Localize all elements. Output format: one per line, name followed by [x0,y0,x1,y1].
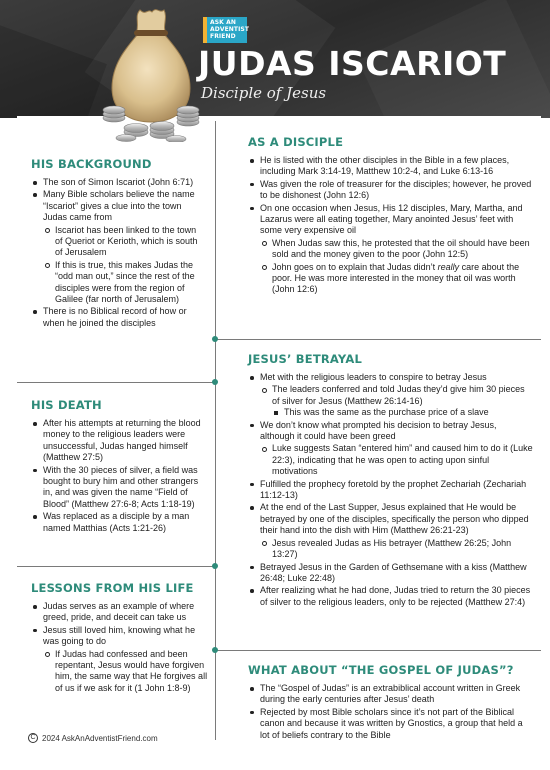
list-item [31,189,206,305]
text-run: John goes on to explain that Judas didn’t [272,261,438,272]
sub-list-item [260,262,533,296]
list-item [248,203,533,296]
divider-node [212,563,218,569]
sub-list-item: If this is true, this makes Judas the “odd man out,” since the rest of the disciples were from the region of Galilee (far north of Jerusalem) [43,260,206,306]
list-item [31,625,209,694]
lessons-heading: LESSONS FROM HIS LIFE [31,581,194,595]
list-item-text: Jesus still loved him, knowing what he was going to do [43,624,196,647]
emphasis-text: really [437,261,460,272]
list-item: He is listed with the other disciples in the Bible in a few places, including Mark 3:14-19, Matthew 10:2-4, and Luke 6:13-16 [248,155,533,178]
divider-node [212,647,218,653]
header-banner [0,0,550,118]
list-item: With the 30 pieces of silver, a field was bought to bury him and other strangers in, and was given the name “Field of Blood” (Matthew 27:6-8; Acts 1:18-19) [31,465,209,511]
sub-list-item: When Judas saw this, he protested that the oil should have been sold and the money given to the poor (John 12:5) [260,238,533,261]
list-item: After his attempts at returning the blood money to the religious leaders were unsuccessful, Judas hanged himself (Matthew 27:5) [31,418,209,464]
page-subtitle: Disciple of Jesus [201,84,327,102]
sub-sub-list-item: This was the same as the purchase price of a slave [272,407,533,418]
list-item-text: Met with the religious leaders to conspire to betray Jesus [260,372,487,382]
logo-line: FRIEND [210,33,236,40]
betrayal-section [248,352,533,609]
lessons-section [31,581,209,695]
list-item: Was given the role of treasurer for the disciples; however, he proved to be dishonest (John 12:6) [248,179,533,202]
page-title: JUDAS ISCARIOT [198,44,507,83]
list-item [31,306,206,329]
logo-line: ASK AN [210,19,236,26]
gospel-of-judas-section [248,663,533,742]
list-item [248,502,533,560]
section-divider [17,566,215,567]
list-item: The “Gospel of Judas” is an extrabiblical account written in Greek during the early centuries after Jesus’ death [248,683,533,706]
list-item-text: Judas serves as an example of where greed, pride, and deceit can take us [43,601,195,623]
list-item: After realizing what he had done, Judas tried to return the 30 pieces of silver to the religious leaders, only to be rejected (Matthew 27:4) [248,585,533,608]
section-divider [17,382,215,383]
sub-list-item: Luke suggests Satan “entered him” and caused him to do it (Luke 22:3), indicating that he was open to acting upon sinful motivations [260,443,533,477]
background-heading: HIS BACKGROUND [31,157,152,171]
section-divider [215,650,541,651]
list-item: Fulfilled the prophecy foretold by the prophet Zechariah (Zechariah 11:12-13) [248,479,533,502]
list-item [31,601,209,624]
sub-list-item: Jesus revealed Judas as His betrayer (Matthew 26:25; John 13:27) [260,538,533,561]
text-run: care about the poor. He was more interested in the money that oil was worth (John 12:6) [272,261,520,295]
list-item [248,372,533,419]
background-section [31,157,206,330]
list-item-text: We don’t know what prompted his decision to betray Jesus, although it could have been greed [260,419,497,442]
copyright-icon: C [28,733,38,743]
list-item: Betrayed Jesus in the Garden of Gethsemane with a kiss (Matthew 26:48; Luke 22:48) [248,562,533,585]
disciple-section [248,135,533,297]
list-item-text: On one occasion when Jesus, His 12 disciples, Mary, Martha, and Lazarus were all eating together, Mary anointed Jesus’ feet with some very expensive oil [260,202,523,236]
money-bag-illustration [96,0,206,142]
divider-node [212,336,218,342]
divider-node [212,379,218,385]
list-item: Rejected by most Bible scholars since it’s not part of the Biblical canon and because it was written by Gnostics, a group that held a lot of beliefs contrary to the Bible [248,707,533,741]
list-item [31,177,206,188]
sub-list-item: If Judas had confessed and been repentant, Jesus would have forgiven him, the same way that He forgives all of us if we ask for it (1 John 1:8-9) [43,649,209,695]
sub-list-item: Iscariot has been linked to the town of Queriot or Kerioth, which is south of Jerusalem [43,225,206,259]
sub-list-item-text: The leaders conferred and told Judas they’d give him 30 pieces of silver for Jesus (Matthew 26:14-16) [272,384,525,406]
disciple-heading: AS A DISCIPLE [248,135,344,149]
sub-list-item [260,384,533,418]
logo-line: ADVENTIST [210,26,250,33]
list-item-text: There is no Biblical record of how or when he joined the disciples [43,306,187,328]
list-item: Was replaced as a disciple by a man named Matthias (Acts 1:21-26) [31,511,209,534]
footer [28,733,158,743]
gospel-heading: WHAT ABOUT “THE GOSPEL OF JUDAS”? [248,663,514,677]
banner-facet [0,23,107,118]
list-item-text: The son of Simon Iscariot (John 6:71) [43,177,194,187]
death-section [31,398,209,535]
list-item-text: Many Bible scholars believe the name “Iscariot” gives a clue into the town Judas came from [43,189,195,223]
footer-link[interactable]: 2024 AskAnAdventistFriend.com [42,733,158,743]
death-heading: HIS DEATH [31,398,102,412]
list-item [248,420,533,478]
betrayal-heading: JESUS’ BETRAYAL [248,352,362,366]
ask-an-adventist-friend-logo[interactable] [203,17,250,43]
section-divider [215,339,541,340]
list-item-text: At the end of the Last Supper, Jesus explained that He would be betrayed by one of the disciples, specifically the person who dipped their hand into the dish with Him (Matthew 26:21-23) [260,502,529,536]
